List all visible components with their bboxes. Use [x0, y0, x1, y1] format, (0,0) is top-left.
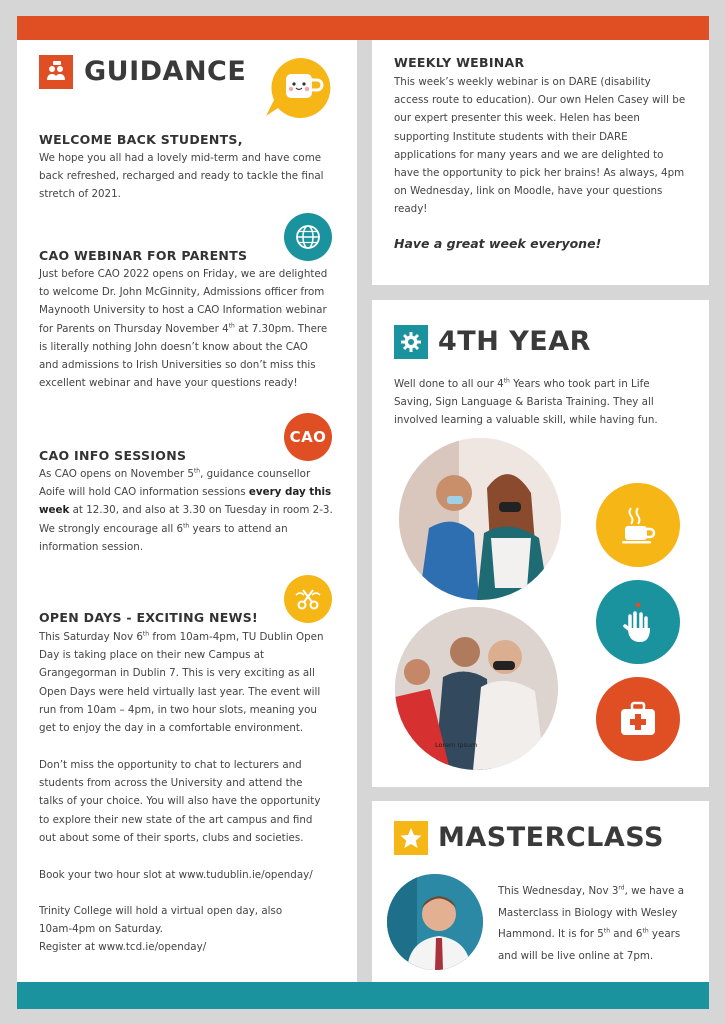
training-photo-2 [395, 607, 558, 770]
gear-icon [394, 325, 428, 359]
sign-language-hand-icon [596, 580, 680, 664]
scissors-ribbon-icon [284, 575, 332, 623]
welcome-heading: WELCOME BACK STUDENTS, [39, 132, 243, 147]
cao-badge: CAO [284, 413, 332, 461]
trinity-text: Trinity College will hold a virtual open day, also 10am-4pm on Saturday. Register at www.tcd.ie/openday/ [39, 905, 283, 954]
fourth-year-text: Well done to all our 4th Years who took part in Life Saving, Sign Language & Barista Training. They all involved learning a valuable skill, while having fun. [394, 377, 658, 427]
photo-caption: Lorem Ipsum [435, 741, 478, 749]
cao-webinar-text: Just before CAO 2022 opens on Friday, we are delighted to welcome Dr. John McGinnity, Admissions officer from Maynooth University to host a CAO Information webinar for Parents on Thursday November 4th at 7.30pm. There is literally nothing John doesn’t know about the CAO and admissions to Irish Universities so don’t miss this excellent webinar and have your questions ready! [39, 268, 328, 390]
training-photo-1 [399, 438, 561, 600]
open-days-para2: Don’t miss the opportunity to chat to lecturers and students from across the University and attend the talks of your choice. You will also have the opportunity to explore their new state of the art campus and find out about some of their sports, clubs and societies. [39, 759, 321, 844]
cao-webinar-heading: CAO WEBINAR FOR PARENTS [39, 248, 248, 263]
masterclass-text: This Wednesday, Nov 3rd, we have a Masterclass in Biology with Wesley Hammond. It is for 5th and 6th years and will be live online at 7pm. [498, 884, 685, 962]
first-aid-kit-icon [596, 677, 680, 761]
webinar-closing: Have a great week everyone! [394, 236, 602, 251]
cao-info-text: As CAO opens on November 5th, guidance counsellor Aoife will hold CAO information sessions every day this week at 12.30, and also at 3.30 on Tuesday in room 2-3. We strongly encourage all 6th years to attend an information session. [39, 467, 333, 553]
coffee-cup-icon [596, 483, 680, 567]
webinar-heading: WEEKLY WEBINAR [394, 55, 525, 70]
guidance-panel [17, 40, 357, 982]
masterclass-title: MASTERCLASS [438, 822, 664, 853]
globe-icon [284, 213, 332, 261]
top-accent-bar [17, 16, 709, 40]
weekly-webinar-panel [372, 40, 709, 285]
fourth-year-title: 4TH YEAR [438, 326, 591, 357]
webinar-text: This week’s weekly webinar is on DARE (disability access route to education). Our own Helen Casey will be our expert presenter this week. Helen has been supporting Institute students with their DARE applications for many years and we are delighted to have the opportunity to pick her brains! As always, 4pm on Wednesday, link on Moodle, have your questions ready! [394, 76, 686, 216]
guidance-title: GUIDANCE [84, 56, 247, 87]
bottom-accent-bar [17, 982, 709, 1009]
people-chat-icon [39, 55, 73, 89]
open-days-heading: OPEN DAYS - EXCITING NEWS! [39, 610, 259, 625]
star-icon [394, 821, 428, 855]
book-slot-text: Book your two hour slot at www.tudublin.ie/openday/ [39, 869, 313, 881]
masterclass-panel [372, 801, 709, 982]
presenter-photo [387, 874, 483, 970]
cao-info-heading: CAO INFO SESSIONS [39, 448, 187, 463]
coffee-cup-mascot-icon [262, 54, 338, 120]
open-days-para1: This Saturday Nov 6th from 10am-4pm, TU Dublin Open Day is taking place on their new Campus at Grangegorman in Dublin 7. This is very exciting as all Open Days were held virtually last year. The event will run from 10am – 4pm, in two hour slots, meaning you get to enjoy the day in a comfortable environment. [39, 630, 324, 735]
fourth-year-panel [372, 300, 709, 787]
welcome-text: We hope you all had a lovely mid-term and have come back refreshed, recharged and ready to tackle the final stretch of 2021. [39, 152, 324, 201]
